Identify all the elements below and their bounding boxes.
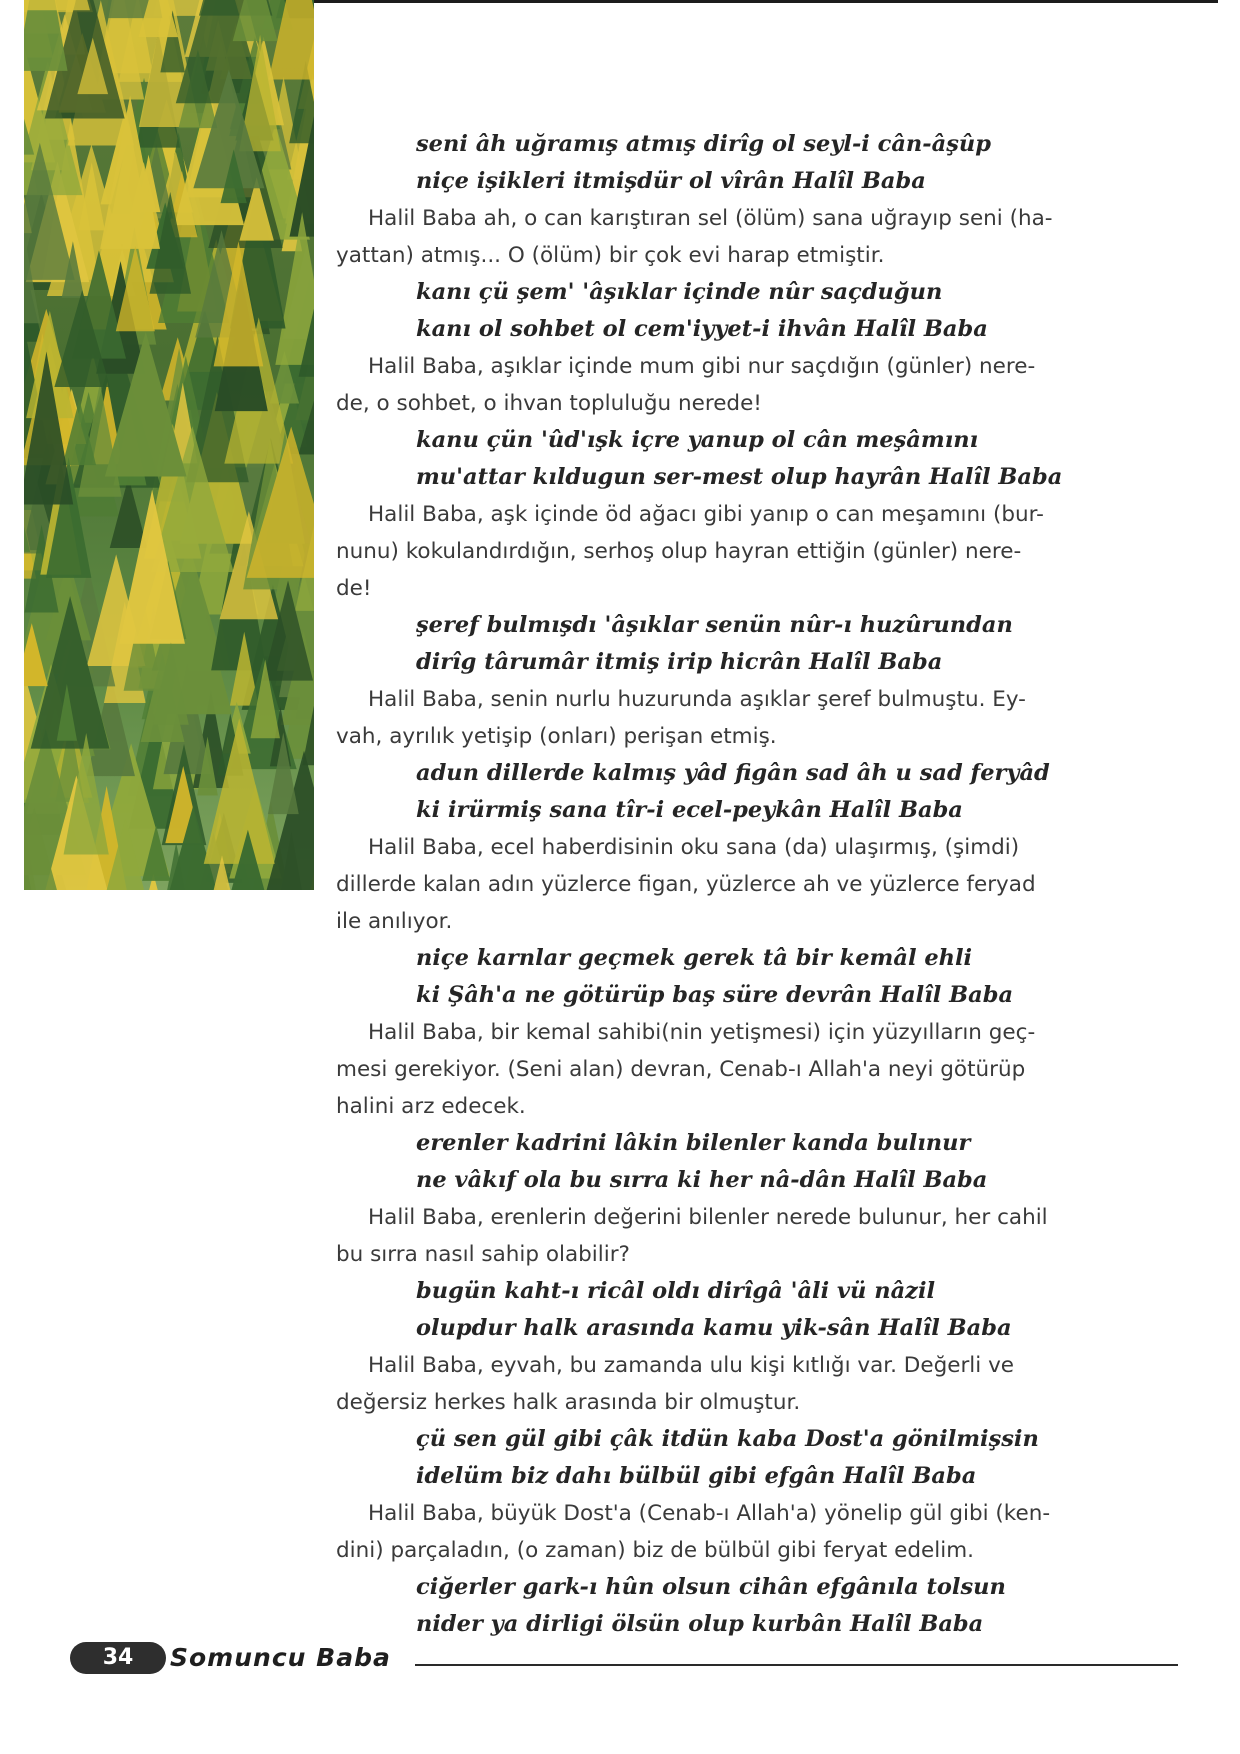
prose-line: Halil Baba, bir kemal sahibi(nin yetişmesi) için yüzyılların geç- [368, 1020, 1036, 1045]
prose-line: Halil Baba, eyvah, bu zamanda ulu kişi kıtlığı var. Değerli ve [368, 1353, 1015, 1378]
page-number-badge: 34 [70, 1642, 166, 1674]
text-column [336, 126, 1168, 1643]
verse-line: niçe işikleri itmişdür ol vîrân Halîl Baba [416, 168, 926, 194]
prose-line: yattan) atmış... O (ölüm) bir çok evi harap etmiştir. [336, 243, 885, 268]
verse-line: adun dillerde kalmış yâd figân sad âh u sad feryâd [416, 760, 1050, 786]
prose-line: ile anılıyor. [336, 909, 453, 934]
page-footer [70, 1640, 1178, 1680]
verse-line: nider ya dirligi ölsün olup kurbân Halîl Baba [416, 1611, 984, 1637]
verse-line: dirîg târumâr itmiş irip hicrân Halîl Baba [416, 649, 943, 675]
prose-line: dillerde kalan adın yüzlerce figan, yüzlerce ah ve yüzlerce feryad [336, 872, 1036, 897]
verse-line: kanı çü şem' 'âşıklar içinde nûr saçduğun [416, 279, 943, 305]
prose-line: de, o sohbet, o ihvan topluluğu nerede! [336, 391, 762, 416]
prose-line: Halil Baba ah, o can karıştıran sel (ölüm) sana uğrayıp seni (ha- [368, 206, 1053, 231]
top-rule [312, 0, 1218, 3]
verse-line: ki irürmiş sana tîr-i ecel-peykân Halîl Baba [416, 797, 963, 823]
prose-line: Halil Baba, senin nurlu huzurunda aşıklar şeref bulmuştu. Ey- [368, 687, 1026, 712]
prose-line: Halil Baba, ecel haberdisinin oku sana (da) ulaşırmış, (şimdi) [368, 835, 1020, 860]
prose-line: bu sırra nasıl sahip olabilir? [336, 1242, 630, 1267]
forest-photo [24, 0, 314, 890]
verse-line: mu'attar kıldugun ser-mest olup hayrân Halîl Baba [416, 464, 1063, 490]
prose-line: mesi gerekiyor. (Seni alan) devran, Cenab-ı Allah'a neyi götürüp [336, 1057, 1026, 1082]
verse-line: niçe karnlar geçmek gerek tâ bir kemâl ehli [416, 945, 973, 971]
verse-line: kanı ol sohbet ol cem'iyyet-i ihvân Halîl Baba [416, 316, 988, 342]
verse-line: bugün kaht-ı ricâl oldı dirîgâ 'âli vü nâzil [416, 1278, 936, 1304]
verse-line: ki Şâh'a ne götürüp baş süre devrân Halîl Baba [416, 982, 1014, 1008]
verse-line: olupdur halk arasında kamu yik-sân Halîl Baba [416, 1315, 1012, 1341]
prose-line: Halil Baba, büyük Dost'a (Cenab-ı Allah'a) yönelip gül gibi (ken- [368, 1501, 1051, 1526]
verse-line: ne vâkıf ola bu sırra ki her nâ-dân Halîl Baba [416, 1167, 988, 1193]
verse-line: kanu çün 'ûd'ışk içre yanup ol cân meşâmını [416, 427, 979, 453]
tree-shape [24, 0, 90, 10]
book-title: Somuncu Baba [170, 1643, 391, 1672]
footer-rule [415, 1664, 1178, 1666]
verse-line: seni âh uğramış atmış dirîg ol seyl-i cân-âşûp [416, 131, 991, 157]
prose-line: Halil Baba, aşk içinde öd ağacı gibi yanıp o can meşamını (bur- [368, 502, 1044, 527]
prose-line: Halil Baba, aşıklar içinde mum gibi nur saçdığın (günler) nere- [368, 354, 1036, 379]
prose-line: Halil Baba, erenlerin değerini bilenler nerede bulunur, her cahil [368, 1205, 1048, 1230]
verse-line: şeref bulmışdı 'âşıklar senün nûr-ı huzûrundan [416, 612, 1013, 638]
prose-line: değersiz herkes halk arasında bir olmuştur. [336, 1390, 801, 1415]
verse-line: idelüm biz dahı bülbül gibi efgân Halîl Baba [416, 1463, 977, 1489]
prose-line: de! [336, 576, 372, 601]
verse-line: erenler kadrini lâkin bilenler kanda bulınur [416, 1130, 971, 1156]
verse-line: çü sen gül gibi çâk itdün kaba Dost'a gönilmişsin [416, 1426, 1039, 1452]
prose-line: halini arz edecek. [336, 1094, 526, 1119]
prose-line: dini) parçaladın, (o zaman) biz de bülbül gibi feryat edelim. [336, 1538, 974, 1563]
prose-line: vah, ayrılık yetişip (onları) perişan etmiş. [336, 724, 777, 749]
forest-illustration [24, 0, 314, 890]
prose-line: nunu) kokulandırdığın, serhoş olup hayran ettiğin (günler) nere- [336, 539, 1022, 564]
verse-line: ciğerler gark-ı hûn olsun cihân efgânıla tolsun [416, 1574, 1006, 1600]
